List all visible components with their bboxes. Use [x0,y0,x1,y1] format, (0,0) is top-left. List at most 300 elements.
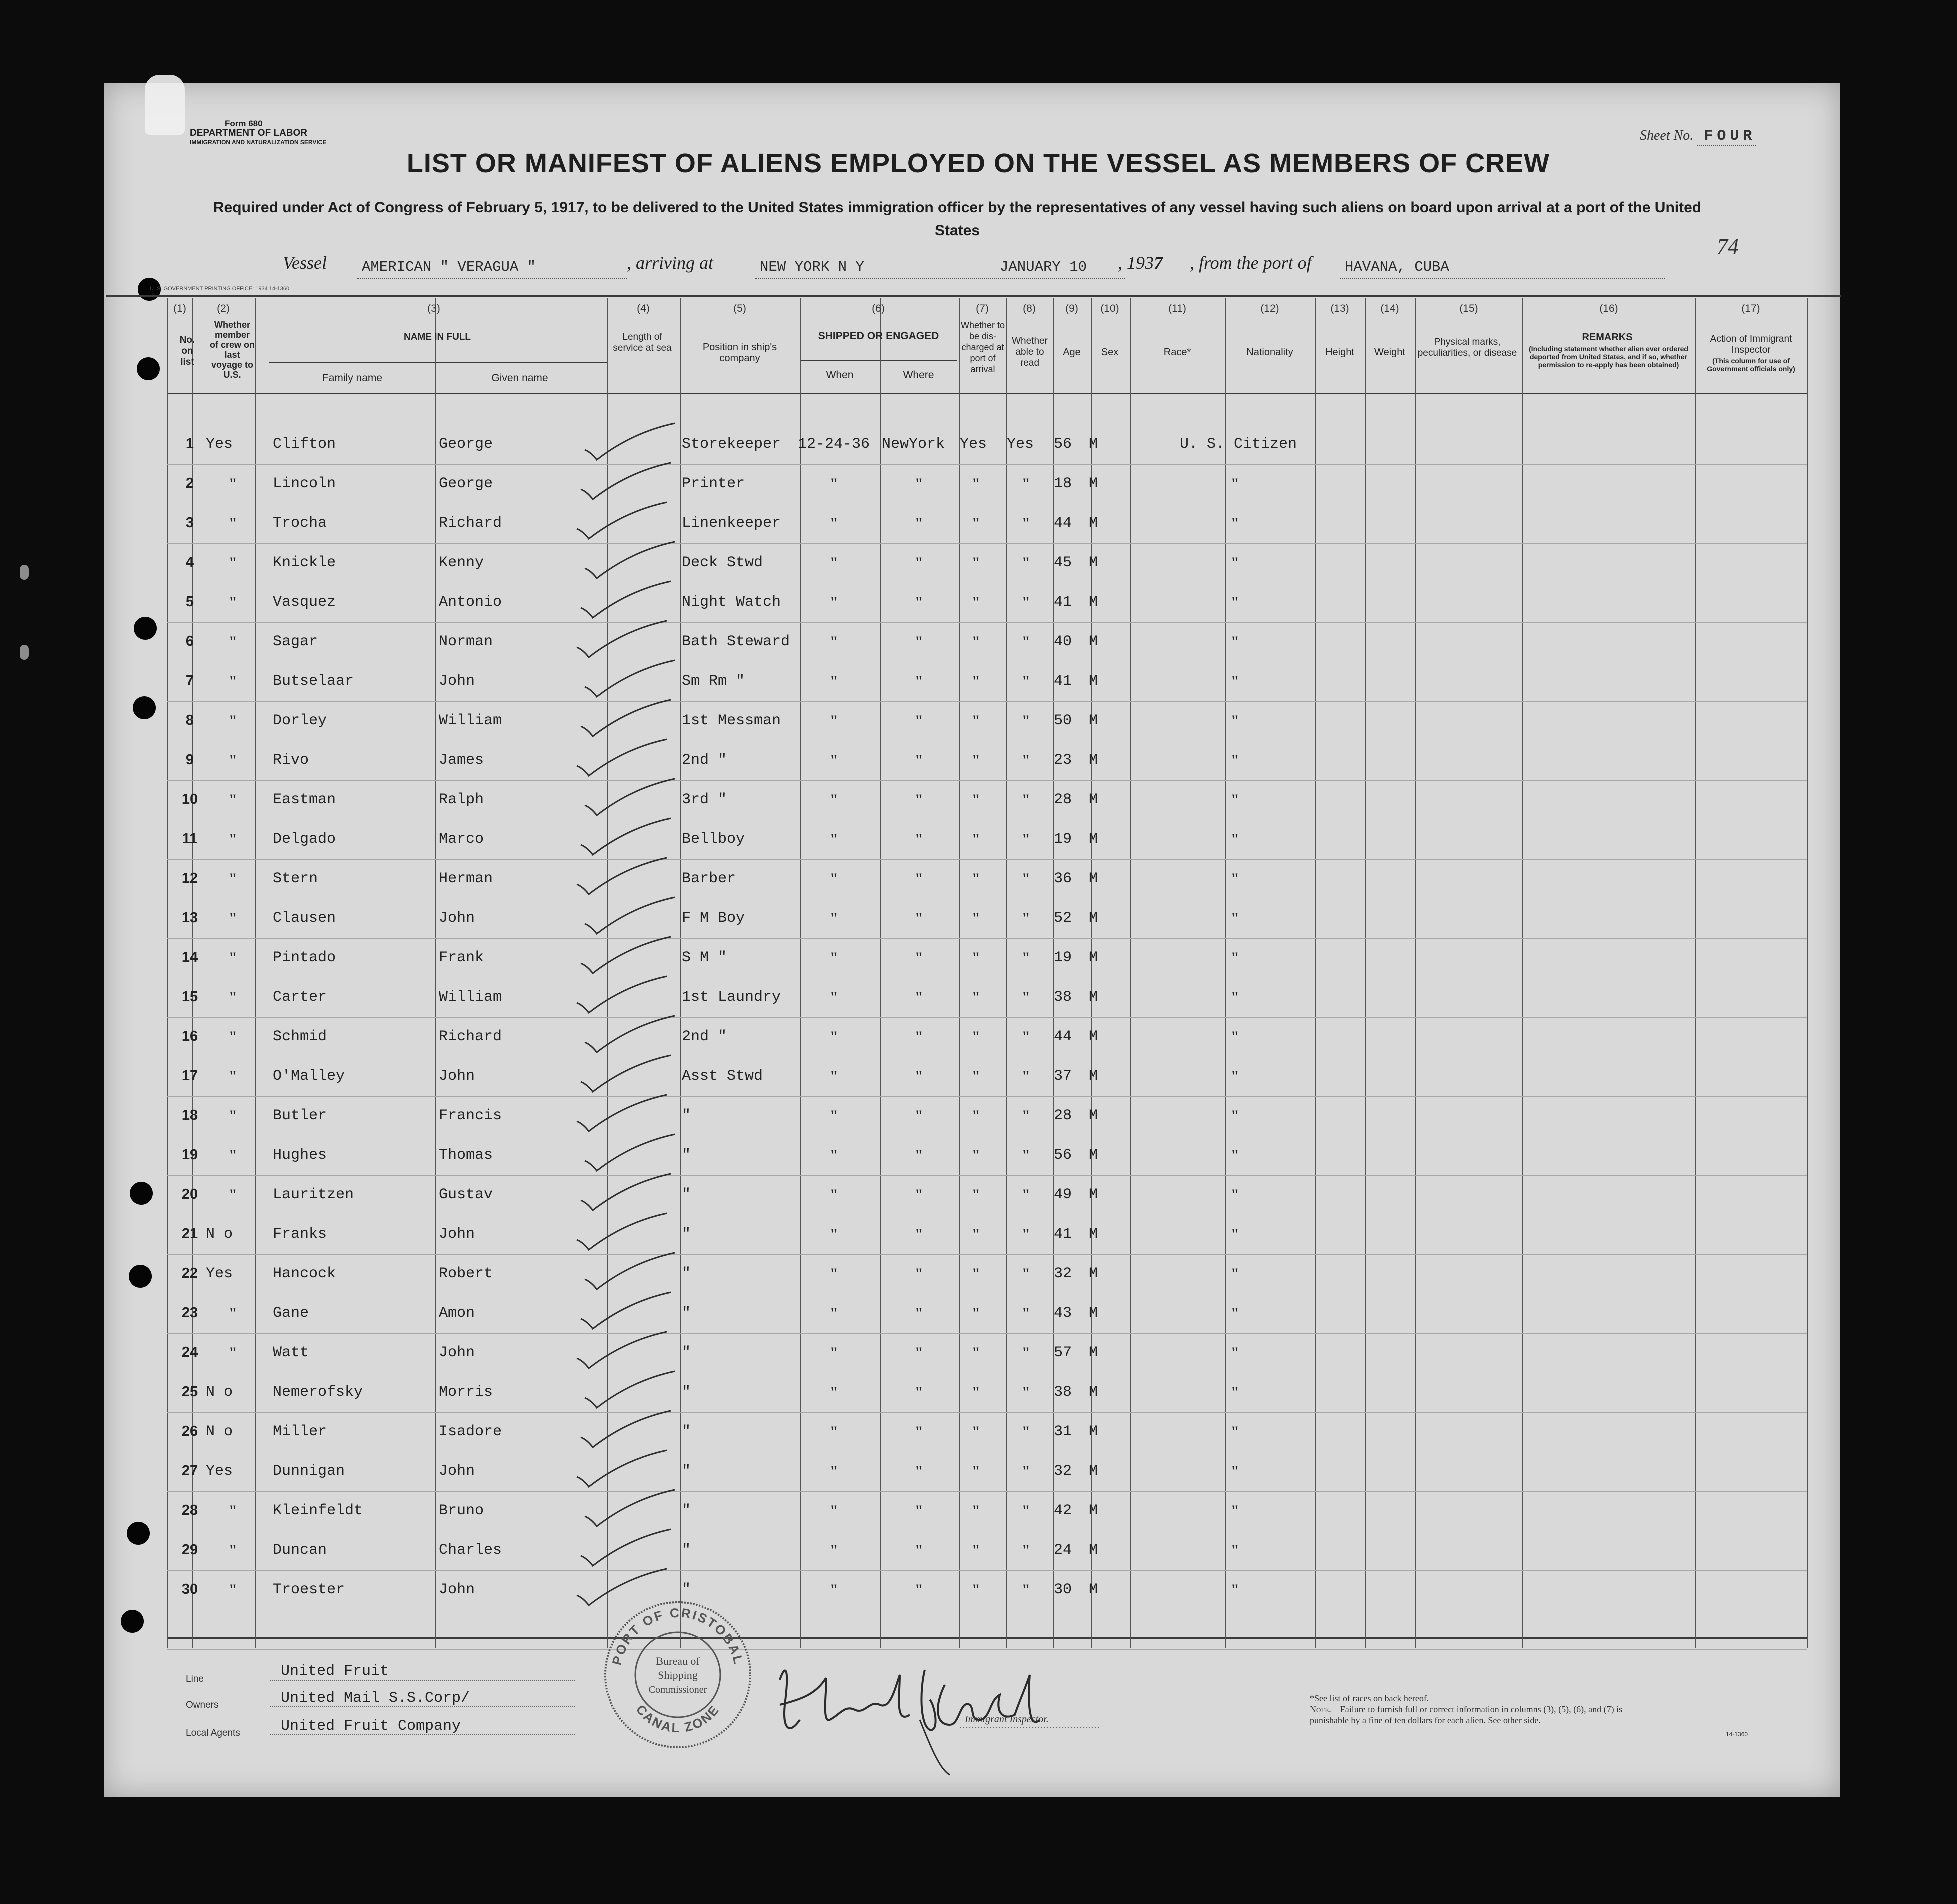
row-number: 22 [182,1265,198,1281]
check-mark-icon [580,895,680,940]
discharged-cell: " [972,1581,980,1598]
age-cell: 40 [1054,633,1072,650]
discharged-cell: " [972,475,980,492]
name-header-rule [269,362,607,363]
inspector-signature [770,1645,1120,1785]
column-number: (11) [1168,303,1186,314]
where-cell: " [915,1226,924,1242]
able-read-cell: " [1022,515,1030,531]
age-cell: 44 [1054,515,1072,532]
last-voyage-cell: " [229,1344,238,1361]
position-cell: " [682,1423,692,1440]
sex-cell: M [1089,1542,1098,1559]
when-cell: " [830,1344,838,1361]
able-read-cell: " [1022,791,1030,808]
nationality-cell: " [1231,1147,1240,1163]
discharged-cell: " [972,554,980,571]
sex-cell: M [1089,791,1098,808]
given-name-cell: John [439,1581,476,1598]
able-read-cell: " [1022,673,1030,689]
check-mark-icon [576,697,676,742]
vessel-line [283,252,327,273]
check-mark-icon [576,1053,676,1098]
able-read-cell: " [1022,633,1030,650]
agents-label: Local Agents [186,1728,240,1738]
check-mark-icon [576,460,676,505]
column-number: (16) [1600,303,1618,314]
sex-cell: M [1089,436,1098,453]
family-name-cell: Miller [273,1423,328,1440]
col-given-name: Given name [492,372,548,384]
check-mark-icon [576,1290,676,1335]
sex-cell: M [1089,1463,1098,1480]
family-name-cell: Vasquez [273,594,336,611]
when-cell: 12-24-36 [798,436,870,453]
age-cell: 43 [1054,1305,1072,1322]
able-read-cell: " [1022,712,1030,729]
able-read-cell: " [1022,1502,1030,1519]
where-cell: " [915,554,924,571]
agents-value: United Fruit Company [281,1718,462,1735]
age-cell: 31 [1054,1423,1072,1440]
nationality-cell: " [1231,1542,1240,1558]
row-number: 20 [182,1186,198,1202]
binder-hole [134,617,157,640]
position-cell: 2nd " [682,1028,728,1045]
where-cell: " [915,1147,924,1163]
family-name-cell: Lauritzen [273,1186,354,1203]
family-name-cell: Pintado [273,949,336,966]
nationality-cell: " [1231,1226,1240,1242]
last-voyage-cell: " [229,673,238,689]
given-name-cell: George [439,436,494,453]
last-voyage-cell: " [229,831,238,847]
given-name-cell: Frank [439,949,484,966]
nationality-cell: " [1231,475,1240,492]
note-label: Note. [1310,1704,1332,1714]
where-cell: " [915,1107,924,1124]
column-number: (7) [976,303,989,314]
family-name-cell: Nemerofsky [273,1384,364,1401]
col-race: Race* [1164,347,1192,358]
nationality-cell: " [1231,831,1240,847]
col-nationality: Nationality [1246,347,1294,358]
row-rule [168,1096,1808,1097]
row-rule [168,1175,1808,1176]
able-read-cell: " [1022,1107,1030,1124]
age-cell: 52 [1054,910,1072,927]
last-voyage-cell: " [229,554,238,571]
age-cell: 19 [1054,949,1072,966]
position-cell: Deck Stwd [682,554,764,571]
position-cell: Bath Steward [682,633,790,650]
col-length-service: Length of service at sea [613,332,672,353]
able-read-cell: " [1022,910,1030,926]
age-cell: 56 [1054,436,1072,453]
nationality-cell: " [1231,870,1240,887]
sex-cell: M [1089,1344,1098,1361]
page-title: LIST OR MANIFEST OF ALIENS EMPLOYED ON THE VESSEL AS MEMBERS OF CREW [406,148,1550,178]
family-name-cell: Butler [273,1107,328,1124]
last-voyage-cell: Yes [206,436,234,453]
discharged-cell: " [972,1107,980,1124]
last-voyage-cell: Yes [206,1463,234,1480]
col-weight: Weight [1374,347,1406,358]
sex-cell: M [1089,712,1098,729]
vessel-name: AMERICAN " VERAGUA " [362,259,536,275]
sex-cell: M [1089,1423,1098,1440]
age-cell: 19 [1054,831,1072,848]
given-name-cell: Bruno [439,1502,484,1519]
last-voyage-cell: " [229,949,238,966]
agents-dotted [270,1734,575,1735]
column-rule [1130,298,1131,1648]
able-read-cell: " [1022,1305,1030,1321]
given-name-cell: William [439,712,502,729]
discharged-cell: " [972,1147,980,1163]
age-cell: 28 [1054,1107,1072,1124]
age-cell: 42 [1054,1502,1072,1519]
discharged-cell: " [972,1502,980,1519]
discharged-cell: " [972,1028,980,1045]
from-port: HAVANA, CUBA [1345,259,1450,275]
family-name-cell: Clifton [273,436,336,453]
column-rule [435,298,436,1648]
last-voyage-cell: N o [206,1423,234,1440]
position-cell: Linenkeeper [682,515,782,532]
sex-cell: M [1089,831,1098,848]
row-number: 19 [182,1147,198,1163]
position-cell: F M Boy [682,910,746,927]
where-cell: " [915,1581,924,1598]
able-read-cell: " [1022,1226,1030,1242]
row-number: 6 [186,633,194,649]
given-name-cell: John [439,1463,476,1480]
age-cell: 44 [1054,1028,1072,1045]
row-rule [168,543,1808,544]
able-read-cell: " [1022,1028,1030,1045]
row-number: 29 [182,1542,198,1558]
able-read-cell: " [1022,475,1030,492]
family-name-cell: Hancock [273,1265,336,1282]
able-read-cell: " [1022,1147,1030,1163]
stamp-ring-top: PORT OF CRISTOBAL [609,1605,747,1667]
when-cell: " [830,949,838,966]
row-rule [168,859,1808,860]
position-cell: " [682,1463,692,1480]
able-read-cell: " [1022,554,1030,571]
position-cell: 1st Messman [682,712,782,729]
col-shipped-engaged: SHIPPED OR ENGAGED [818,330,940,342]
nationality-cell: " [1231,1384,1240,1400]
row-number: 4 [186,554,194,570]
when-cell: " [830,1186,838,1203]
position-cell: S M " [682,949,728,966]
col-member-last-voyage: Whether member of crew on last voyage to U.S. [210,320,256,380]
age-cell: 49 [1054,1186,1072,1203]
age-cell: 41 [1054,1226,1072,1243]
column-rule [1006,298,1007,1648]
check-mark-icon [580,1132,680,1177]
check-mark-icon [572,855,672,900]
age-cell: 50 [1054,712,1072,729]
print-line: U. S. GOVERNMENT PRINTING OFFICE: 1934 14-1360 [150,286,290,292]
when-cell: " [830,910,838,926]
position-cell: " [682,1384,692,1401]
discharged-cell: Yes [960,436,988,453]
given-name-cell: John [439,1344,476,1361]
where-cell: " [915,1423,924,1440]
family-name-cell: Franks [273,1226,328,1243]
col-age: Age [1063,347,1081,358]
race-note: *See list of races on back hereof. [1310,1693,1430,1703]
last-voyage-cell: " [229,1542,238,1558]
last-voyage-cell: " [229,1305,238,1321]
col-action-note: (This column for use of Government officials only) [1707,357,1796,373]
where-cell: " [915,475,924,492]
discharged-cell: " [972,752,980,768]
column-rule [1365,298,1366,1648]
owners-value: United Mail S.S.Corp/ [281,1690,470,1707]
family-name-cell: O'Malley [273,1068,346,1085]
column-number: (8) [1023,303,1036,314]
from-port-dotted-line [1340,278,1665,279]
last-voyage-cell: " [229,633,238,650]
where-cell: " [915,831,924,847]
last-voyage-cell: N o [206,1226,234,1243]
given-name-cell: George [439,475,494,492]
family-name-cell: Hughes [273,1147,328,1164]
family-name-cell: Delgado [273,831,336,848]
department: DEPARTMENT OF LABOR [190,128,308,138]
check-mark-icon [572,1329,672,1374]
from-port-label: , from the port of [1190,253,1312,273]
row-number: 25 [182,1384,198,1400]
given-name-cell: Richard [439,1028,502,1045]
family-name-cell: Stern [273,870,318,887]
check-mark-icon [580,1250,680,1295]
nationality-cell: " [1231,989,1240,1005]
when-cell: " [830,831,838,847]
where-cell: " [915,989,924,1005]
when-cell: " [830,752,838,768]
sex-cell: M [1089,1502,1098,1519]
age-cell: 37 [1054,1068,1072,1085]
sex-cell: M [1089,949,1098,966]
sex-cell: M [1089,1147,1098,1164]
where-cell: " [915,949,924,966]
last-voyage-cell: " [229,594,238,610]
row-rule [168,464,1808,465]
vessel-label: Vessel [283,253,327,273]
col-physical-marks: Physical marks, peculiarities, or disease [1418,337,1518,358]
binder-hole [129,1265,152,1288]
last-voyage-cell: " [229,1028,238,1045]
where-cell: " [915,1384,924,1400]
when-cell: " [830,554,838,571]
form-identifier [170,119,326,147]
last-voyage-cell: " [229,712,238,729]
where-cell: NewYork [882,436,946,453]
sex-cell: M [1089,1581,1098,1598]
given-name-cell: James [439,752,484,769]
nationality-cell: " [1231,1423,1240,1440]
position-cell: " [682,1581,692,1598]
when-cell: " [830,870,838,887]
row-number: 27 [182,1463,198,1479]
nationality-cell: " [1231,1028,1240,1045]
sex-cell: M [1089,515,1098,532]
row-number: 11 [182,831,198,847]
service: IMMIGRATION AND NATURALIZATION SERVICE [190,139,327,146]
where-cell: " [915,870,924,887]
sex-cell: M [1089,1265,1098,1282]
column-number: (12) [1260,303,1280,314]
when-cell: " [830,1581,838,1598]
column-rule [255,298,256,1648]
col-sex: Sex [1101,347,1119,358]
row-number: 30 [182,1581,198,1597]
footnote [1310,1693,1660,1726]
check-mark-icon [572,500,672,545]
given-name-cell: William [439,989,502,1006]
col-family-name: Family name [322,372,383,384]
check-mark-icon [576,1527,676,1572]
last-voyage-cell: " [229,1502,238,1519]
binder-mark [20,565,29,580]
position-cell: Storekeeper [682,436,782,453]
when-cell: " [830,1463,838,1479]
last-voyage-cell: " [229,1147,238,1163]
last-voyage-cell: N o [206,1384,234,1401]
when-cell: " [830,791,838,808]
stamp-ring-bottom: CANAL ZONE [633,1702,723,1736]
sex-cell: M [1089,870,1098,887]
family-name-cell: Clausen [273,910,336,927]
row-rule [168,1491,1808,1492]
given-name-cell: Antonio [439,594,502,611]
sex-cell: M [1089,989,1098,1006]
when-cell: " [830,673,838,689]
able-read-cell: " [1022,1542,1030,1558]
last-voyage-cell: " [229,1581,238,1598]
row-rule [168,1333,1808,1334]
age-cell: 57 [1054,1344,1072,1361]
col-discharged: Whether to be dis-charged at port of arrival [960,320,1006,374]
nationality-cell: " [1231,1068,1240,1084]
given-name-cell: Thomas [439,1147,494,1164]
col-when: When [826,369,854,381]
family-name-cell: Kleinfeldt [273,1502,364,1519]
sheet-number-label: Sheet No. [1640,128,1694,143]
family-name-cell: Schmid [273,1028,328,1045]
last-voyage-cell: " [229,989,238,1005]
family-name-cell: Trocha [273,515,328,532]
able-read-cell: " [1022,1581,1030,1598]
column-number: (1) [174,303,186,314]
column-number: (15) [1460,303,1478,314]
col-name-in-full: NAME IN FULL [404,332,472,342]
discharged-cell: " [972,673,980,689]
col-where: Where [903,369,934,381]
check-mark-icon [576,579,676,624]
row-number: 8 [186,712,194,728]
sex-cell: M [1089,1028,1098,1045]
when-cell: " [830,1226,838,1242]
check-mark-icon [580,421,680,466]
nationality-cell: " [1231,594,1240,610]
col-height: Height [1326,347,1354,358]
table-top-rule [106,295,1841,297]
line-label: Line [186,1674,204,1684]
when-cell: " [830,712,838,729]
where-cell: " [915,1186,924,1203]
stamp-center-line3: Commissioner [648,1684,708,1695]
year-prefix: , 193 [1118,253,1154,273]
check-mark-icon [580,1013,680,1058]
last-voyage-cell: Yes [206,1265,234,1282]
when-cell: " [830,1542,838,1558]
where-cell: " [915,515,924,531]
discharged-cell: " [972,712,980,729]
column-number: (17) [1742,303,1760,314]
able-read-cell: " [1022,870,1030,887]
column-number: (13) [1330,303,1350,314]
able-read-cell: Yes [1007,436,1034,453]
nationality-cell: " [1231,712,1240,729]
nationality-cell: " [1231,673,1240,689]
row-number: 14 [182,949,198,965]
binder-hole [133,696,156,719]
when-cell: " [830,1502,838,1519]
nationality-cell: " [1231,752,1240,768]
able-read-cell: " [1022,1265,1030,1282]
family-name-cell: Dunnigan [273,1463,346,1480]
check-mark-icon [576,1408,676,1453]
age-cell: 30 [1054,1581,1072,1598]
position-cell: 3rd " [682,791,728,808]
position-cell: " [682,1226,692,1243]
position-cell: Night Watch [682,594,782,611]
check-mark-icon [580,1369,680,1414]
shipped-header-rule [800,360,958,361]
column-rule [1053,298,1054,1648]
page-subtitle: Required under Act of Congress of February 5, 1917, to be delivered to the United States immigration officer by the representatives of any vessel having such aliens on board upon arrival at a port of the United States [213,199,1702,239]
given-name-cell: Morris [439,1384,494,1401]
column-number: (14) [1380,303,1400,314]
position-cell: " [682,1305,692,1322]
col-no-on-list: No. on list [180,335,196,367]
check-mark-icon [576,816,676,861]
column-number: (2) [217,303,230,314]
where-cell: " [915,1463,924,1479]
sex-cell: M [1089,1305,1098,1322]
col-position: Position in ship's company [702,342,778,364]
row-number: 24 [182,1344,198,1360]
arrival-year [1118,252,1163,273]
check-mark-icon [580,539,680,584]
given-name-cell: Isadore [439,1423,502,1440]
check-mark-icon [572,1211,672,1256]
given-name-cell: John [439,673,476,690]
given-name-cell: Amon [439,1305,476,1322]
binder-hole [121,1610,144,1633]
check-mark-icon [576,1171,676,1216]
given-name-cell: Gustav [439,1186,494,1203]
age-cell: 56 [1054,1147,1072,1164]
check-mark-icon [576,934,676,979]
sheet-number-value: FOUR [1697,128,1756,146]
